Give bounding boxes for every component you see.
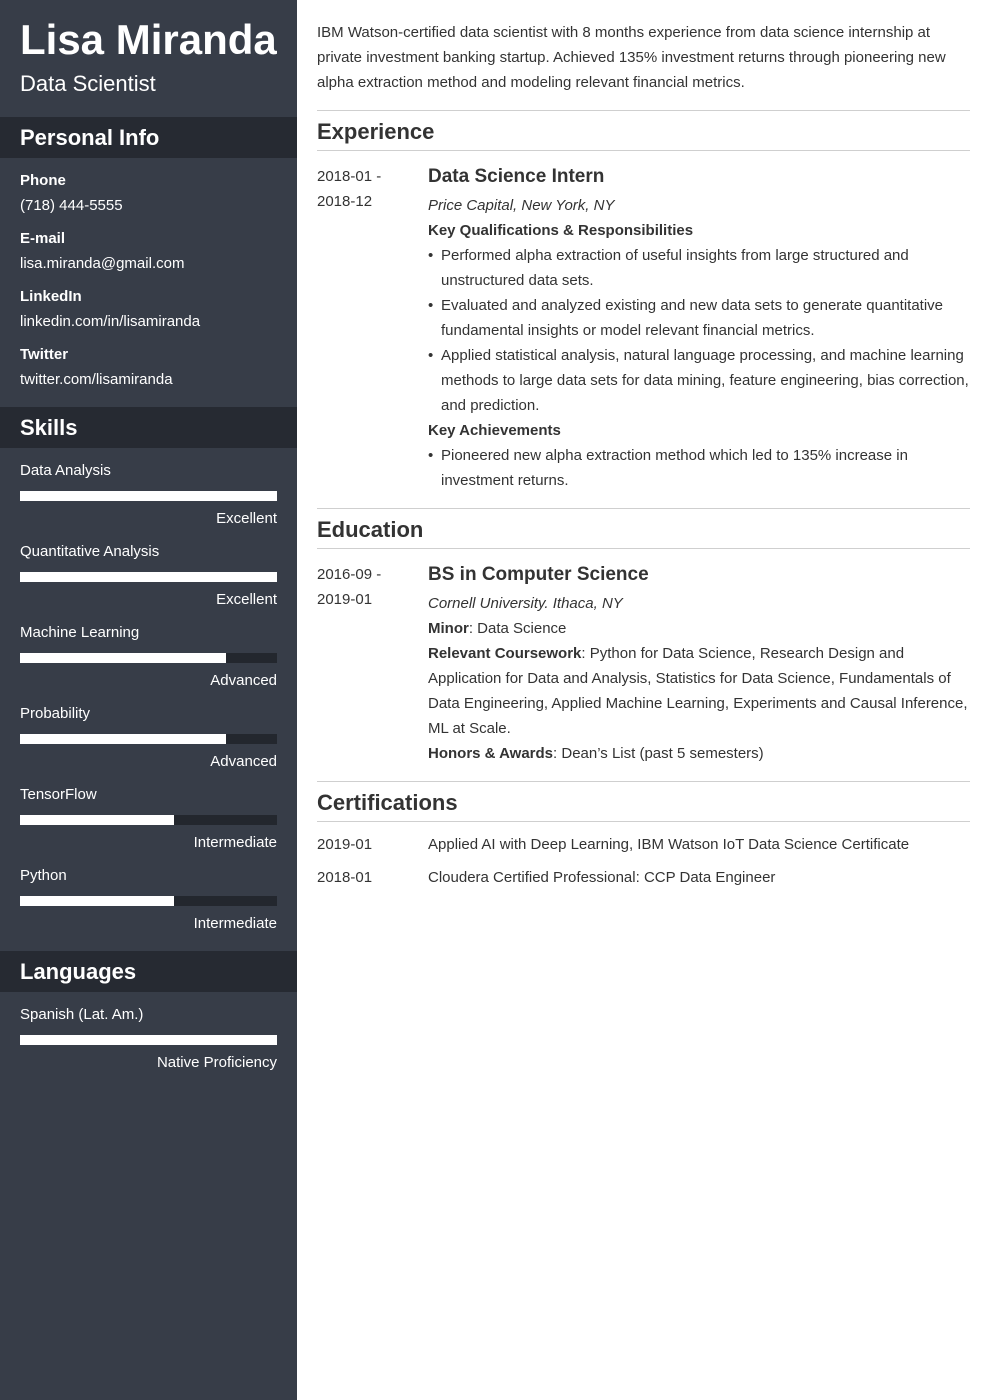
experience-date-end: 2018-12 <box>317 193 373 210</box>
personal-info-heading: Personal Info <box>0 117 297 158</box>
experience-bullet: • Evaluated and analyzed existing and new data sets to generate quantitative fundamental insights or model relevant financial metrics. <box>428 293 970 343</box>
skill-name: TensorFlow <box>20 786 97 803</box>
language-level: Native Proficiency <box>156 1054 277 1071</box>
linkedin-value: linkedin.com/in/lisamiranda <box>20 313 201 330</box>
language-bar <box>20 1035 277 1045</box>
coursework-label: Relevant Coursework <box>428 645 582 662</box>
honors-value: : Dean’s List (past 5 semesters) <box>553 745 764 762</box>
skill-bar-fill <box>20 572 277 582</box>
certification-date: 2019-01 <box>317 836 373 853</box>
skill-bar-fill <box>20 653 226 663</box>
skill-bar <box>20 653 277 663</box>
certification-date: 2018-01 <box>317 869 373 886</box>
skill-name: Machine Learning <box>20 624 140 641</box>
skill-name: Data Analysis <box>20 462 111 479</box>
education-date-end: 2019-01 <box>317 591 373 608</box>
skill-bar-fill <box>20 815 174 825</box>
sidebar <box>0 0 297 1400</box>
experience-company: Price Capital, New York, NY <box>428 197 615 214</box>
education-school: Cornell University. Ithaca, NY <box>428 595 623 612</box>
skill-bar <box>20 734 277 744</box>
coursework-value: : Python for Data Science, Research Design and Application for Data and Analysis, Statistics for Data Science, Fundamentals of Data Engineering, Applied Machine Learning, Experiments and Causal Inference, ML at Scale. <box>428 645 968 737</box>
skill-level: Excellent <box>216 591 277 608</box>
experience-date-start: 2018-01 - <box>317 168 382 185</box>
skill-level: Advanced <box>210 672 277 689</box>
education-date-start: 2016-09 - <box>317 566 382 583</box>
summary: IBM Watson-certified data scientist with 8 months experience from data science internship at private investment banking startup. Achieved 135% investment returns through pioneering new alpha extraction method and modeling relevant financial metrics. <box>317 24 946 91</box>
education-honors <box>428 741 970 766</box>
minor-label: Minor <box>428 620 469 637</box>
education-degree: BS in Computer Science <box>428 564 649 585</box>
minor-value: : Data Science <box>468 620 567 637</box>
certifications-heading: Certifications <box>317 790 458 815</box>
education-minor <box>428 616 970 641</box>
experience-heading: Experience <box>317 119 435 144</box>
skill-bar <box>20 572 277 582</box>
skill-name: Probability <box>20 705 91 722</box>
skill-level: Advanced <box>210 753 277 770</box>
skill-bar-fill <box>20 734 226 744</box>
skill-bar <box>20 491 277 501</box>
skill-bar <box>20 815 277 825</box>
skill-level: Intermediate <box>193 834 277 851</box>
divider <box>317 821 970 822</box>
divider <box>317 150 970 151</box>
skill-bar-fill <box>20 896 174 906</box>
honors-label: Honors & Awards <box>428 745 554 762</box>
skill-name: Python <box>20 867 67 884</box>
experience-bullet: • Performed alpha extraction of useful insights from large structured and unstructured data sets. <box>428 243 970 293</box>
phone-value: (718) 444-5555 <box>20 197 123 214</box>
skill-bar-fill <box>20 491 277 501</box>
achievements-heading: Key Achievements <box>428 422 561 439</box>
divider <box>317 548 970 549</box>
qualifications-heading: Key Qualifications & Responsibilities <box>428 222 694 239</box>
skill-level: Intermediate <box>193 915 277 932</box>
twitter-value: twitter.com/lisamiranda <box>20 371 173 388</box>
skill-bar <box>20 896 277 906</box>
email-label: E-mail <box>20 230 66 247</box>
linkedin-label: LinkedIn <box>20 288 82 305</box>
experience-title: Data Science Intern <box>428 166 605 187</box>
experience-bullet: • Applied statistical analysis, natural language processing, and machine learning methods to large data sets for data mining, feature engineering, bias correction, and prediction. <box>428 343 970 418</box>
education-heading: Education <box>317 517 424 542</box>
achievement-bullet: • Pioneered new alpha extraction method which led to 135% increase in investment returns. <box>428 443 970 493</box>
divider <box>317 110 970 111</box>
skill-level: Excellent <box>216 510 277 527</box>
divider <box>317 508 970 509</box>
skills-heading: Skills <box>0 407 297 448</box>
education-coursework <box>428 641 970 741</box>
languages-heading: Languages <box>0 951 297 992</box>
skill-name: Quantitative Analysis <box>20 543 160 560</box>
language-bar-fill <box>20 1035 277 1045</box>
resume-job-title: Data Scientist <box>20 71 156 96</box>
divider <box>317 781 970 782</box>
phone-label: Phone <box>20 172 66 189</box>
resume-name: Lisa Miranda <box>20 16 277 63</box>
language-name: Spanish (Lat. Am.) <box>20 1006 144 1023</box>
email-value: lisa.miranda@gmail.com <box>20 255 185 272</box>
twitter-label: Twitter <box>20 346 69 363</box>
certification-name: Cloudera Certified Professional: CCP Data Engineer <box>428 869 776 886</box>
certification-name: Applied AI with Deep Learning, IBM Watson IoT Data Science Certificate <box>428 836 910 853</box>
